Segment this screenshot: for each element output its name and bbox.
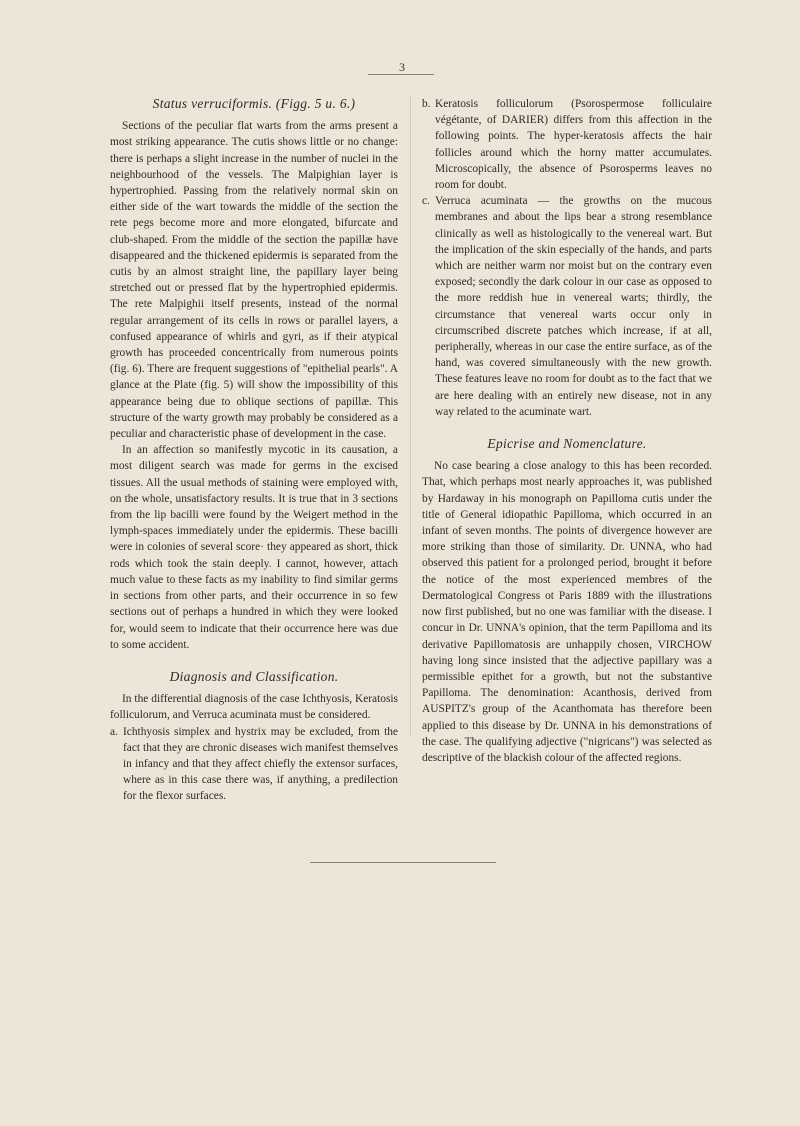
footer-rule: [310, 862, 496, 863]
list-item-b: [422, 96, 712, 193]
paragraph-differential: In the differential diagnosis of the case Ichthyosis, Keratosis folliculorum, and Verruca acuminata must be considered.: [110, 693, 398, 722]
list-item-a-text: Ichthyosis simplex and hystrix may be excluded, from the fact that they are chronic diseases wich manifest themselves in infancy and that they affect chiefly the extensor surfaces, where as in this case there was, if anything, a predilection for the flexor surfaces.: [123, 725, 398, 803]
right-column: [422, 96, 712, 766]
header-rule: [368, 74, 434, 75]
section-heading-diagnosis: Diagnosis and Classification.: [169, 668, 339, 684]
column-divider: [410, 96, 411, 736]
section-heading-status-verruciformis: Status verruciformis. (Figg. 5 u. 6.): [152, 96, 356, 111]
list-item-a: [110, 724, 398, 805]
left-column: [110, 96, 398, 805]
list-item-c-label: c.: [422, 195, 430, 208]
list-item-b-text: Keratosis folliculorum (Psorospermose folliculaire végétante, of DARIER) differs from this affection in the following points. The hyper-keratosis affects the hair follicles around which the horny matter accumulates. Microscopically, the absence of Psorosperms leaves no room for doubt.: [435, 98, 712, 192]
section-heading-epicrise: Epicrise and Nomenclature.: [487, 436, 647, 452]
page-number: 3: [399, 60, 405, 74]
list-item-c: [422, 193, 712, 420]
paragraph-germs: In an affection so manifestly mycotic in its causation, a most diligent search was made for germs in the excised tissues. All the usual methods of staining were employed with, on the whole, unsatisfactory results. It is true that in 3 sections from the lip bacilli were found by the Weigert method in the lymph-spaces immediately under the epidermis. These bacilli were in colonies of several score· they appeared as short, thick rods which took the stain deeply. I cannot, however, attach much value to these facts as my inability to find similar germs in sections from other parts, and their occurrence in so few sections out of perhaps a hundred in which they were looked for, would seem to indicate that their occurrence here was due to some accident.: [110, 444, 398, 651]
paragraph-epicrise: No case bearing a close analogy to this has been recorded. That, which perhaps most nearly approaches it, was published by Hardaway in his monograph on Papilloma cutis under the title of General idiopathic Papilloma, which occurred in an infant of seven months. The points of divergence however are more striking than those of similarity. Dr. UNNA, who had observed this patient for a prolonged period, brought it before the notice of the most experienced membres of the Dermatological Congress ot Paris 1889 with the illustrations now first published, but no one was familiar with the disease. I concur in Dr. UNNA's opinion, that the term Papilloma and its derivative Papillomatosis are unhappily chosen, VIRCHOW having long since insisted that the adjective papillary was a permissible epithet for a growth, but not the substantive Papilloma. The denomination: Acanthosis, derived from AUSPITZ's group of the Acanthomata has therefore been applied to this disease by Dr. UNNA in his demonstrations of the case. The qualifying adjective ("nigricans") was selected as descriptive of the blackish colour of the affected regions.: [422, 460, 712, 764]
paragraph-sections: Sections of the peculiar flat warts from the arms present a most striking appearance. The cutis shows little or no change: there is perhaps a slight increase in the number of nuclei in the neighbourhood of the vessels. The Malpighian layer is hypertrophied. Passing from the relatively normal skin on either side of the wart towards the middle of the section the rete pegs become more and more elongated, bifurcate and club-shaped. From the middle of the section the papillæ have disappeared and the thickened epidermis is separated from the cutis by an almost straight line, the papillary layer being stretched out or pressed flat by the hypertrophied epidermis. The rete Malpighii itself presents, instead of the normal regular arrangement of its cells in rows or parallel layers, a confused appearance of whirls and gyri, as if their atypical growth has proceeded concentrically from numerous points (fig. 6). There are frequent suggestions of "epithelial pearls". A glance at the Plate (fig. 5) will show the impossibility of this appearance being due to oblique sections of papillæ. This structure of the warty growth may probably be considered as a peculiar and characteristic phase of development in the case.: [110, 120, 398, 441]
list-item-a-label: a.: [110, 725, 118, 738]
list-item-c-text: Verruca acuminata — the growths on the mucous membranes and about the lips bear a strong resemblance clinically as well as histologically to the venereal wart. But the implication of the skin especially of the hands, and parts which are neither warm nor moist but on the contrary even exposed; secondly the dark colour in our case as opposed to the more reddish hue in venereal warts; thirdly, the circumstance that venereal warts occur only in circumscribed discrete patches which increase, if at all, peripherally, whereas in our case the entire surface, as of the hand, was covered simultaneously with the new growth. These features leave no room for doubt as to the fact that we are here dealing with an entirely new disease, not in any way related to the acuminate wart.: [435, 195, 712, 418]
list-item-b-label: b.: [422, 98, 431, 110]
